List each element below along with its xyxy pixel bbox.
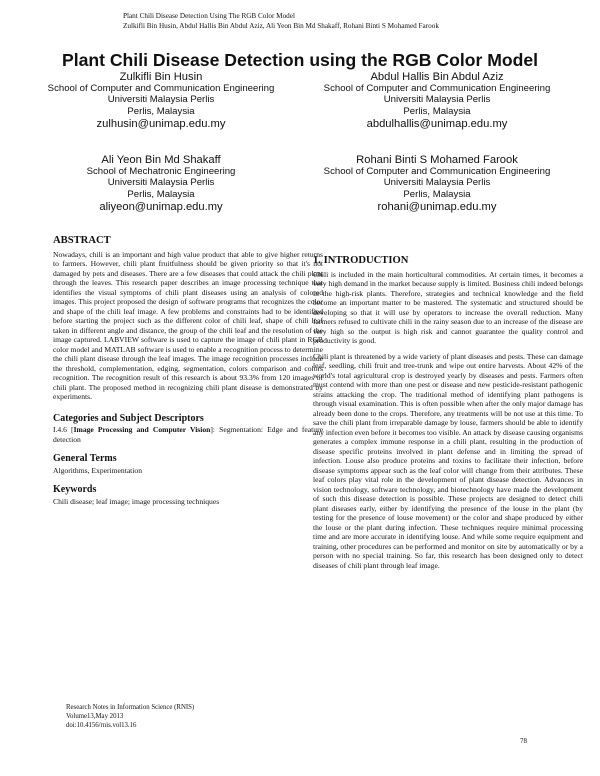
author-block-1 xyxy=(21,72,301,130)
author-name: Rohani Binti S Mohamed Farook xyxy=(356,154,518,166)
author-block-3 xyxy=(21,155,301,213)
author-email[interactable]: rohani@unimap.edu.my xyxy=(377,200,497,213)
author-location: Perlis, Malaysia xyxy=(127,188,195,200)
author-university: Universiti Malaysia Perlis xyxy=(383,177,491,189)
paper-title: Plant Chili Disease Detection using the RGB Color Model xyxy=(61,50,539,70)
left-column xyxy=(53,236,323,512)
author-affiliation: School of Mechatronic Engineering xyxy=(86,166,236,178)
journal-footer xyxy=(66,703,194,730)
categories-text: I.4.6 [Image Processing and Computer Vision]: Segmentation: Edge and feature detection xyxy=(53,425,323,444)
author-university: Universiti Malaysia Perlis xyxy=(383,94,491,106)
general-terms-text: Algorithms, Experimentation xyxy=(53,465,143,475)
author-name: Abdul Hallis Bin Abdul Aziz xyxy=(370,71,504,83)
right-column xyxy=(313,256,583,576)
journal-doi: doi:10.4156/rnis.vol13.16 xyxy=(66,722,137,729)
abstract-text: Nowadays, chili is an important and high value product that able to give higher returns to farmers. However, chili plant fruitfulness should be given priority so that it's not damaged by pets and diseases. There are a few diseases that could attack the chili plant through the leaves. This research paper describes an image processing technique that identifies the visual symptoms of chili plant diseases using an analysis of colored images. This project proposed the design of software programs that recognizes the color and shape of the chili leaf image. A few problems and constraints had to be identified before starting the project such as the different color of chili leaf, shape of chili leaf taken in different angle and distance, the group of the chili leaf and the resolution of the image captured. LABVIEW software is used to capture the image of chili plant in RGB color model and MATLAB software is used to enable a recognition process to determine the chili plant disease through the leaf images. The image recognition processes include the threshold, complementation, edging, segmentation, colors comparison and colors recognition. The recognition result of this research is about 93.3% from 120 images of chili plant. The proposed method in recognizing chili plant disease is demonstrated by experiments. xyxy=(53,249,323,401)
keywords-text: Chili disease; leaf image; image processing techniques xyxy=(53,496,220,506)
keywords-heading: Keywords xyxy=(53,484,97,495)
running-header xyxy=(123,12,439,31)
general-terms-heading: General Terms xyxy=(53,453,117,464)
author-affiliation: School of Computer and Communication Engineering xyxy=(323,166,551,178)
author-university: Universiti Malaysia Perlis xyxy=(107,177,215,189)
author-affiliation: School of Computer and Communication Engineering xyxy=(47,83,275,95)
introduction-paragraph-2: Chili plant is threatened by a wide variety of plant diseases and pests. These can damage leaf, seedling, chili fruit and tree-trunk and wipe out entire harvests. About 42% of the world's total agricultural crop is destroyed yearly by diseases and pests. Farmers often must contend with more than one pest or disease and new pesticide-resistant pathogenic strains attacking the crop. The traditional method of identifying plant pathogens is through visual examination. This is often possible when after the only major damage has already been done to the crops. Therefore, any treatments will be not use at this time. To save the chili plant from irreparable damage by louse, farmers should be able to identify any infection even before it becomes too visible. An attack by disease causing organisms generates a complex immune response in a chili plant, resulting in the production of disease specific proteins involved in plant defense and in limiting the spread of infection. Louse also produce proteins and toxins to facilitate their infection, before disease symptoms appear such as the leaf color will change from their attributes. These leaf colors play vital role in the development of plant disease detection. Advances in vision technology, software technology, and biotechnology have made the development of such this disease detection is possible. These projects are designed to detect chili plant diseases early, either by identifying the presence of the louse in the plant (by testing for the presence of louse movement) or the color and shape produced by either the louse or the plant during infection. These techniques require minimal processing time and are more accurate in identifying louse. And while some require equipment and training, other procedures can be performed and monitor on site by automatically or by a person with no special training. So far, this research has been designed only to detect diseases of chili plant through leaf image. xyxy=(313,351,583,570)
author-location: Perlis, Malaysia xyxy=(403,105,471,117)
journal-volume: Volume13,May 2013 xyxy=(66,713,124,720)
author-email[interactable]: zulhusin@unimap.edu.my xyxy=(96,117,226,130)
introduction-paragraph-1: Chili is included in the main horticultural commodities. At certain times, it becomes a very high demand in the market because supply is limited. Business chili indeed belongs in the high-risk plants. Therefore, strategies and technical knowledge and the field become an important matter to be mastered. The systematic and structured should be developing so that it will use by operators to increase the overall reduction. Many farmers refused to cultivate chili in the rainy season due to an increase of the disease are very high so the output is high risk and cannot guarantee the quality control and productivity is good. xyxy=(313,269,583,345)
running-header-authors: Zulkifli Bin Husin, Abdul Hallis Bin Abdul Aziz, Ali Yeon Bin Md Shakaff, Rohani Binti S Mohamed Farook xyxy=(123,21,439,30)
abstract-heading: ABSTRACT xyxy=(53,235,111,246)
author-location: Perlis, Malaysia xyxy=(127,105,195,117)
author-email[interactable]: abdulhallis@unimap.edu.my xyxy=(366,117,508,130)
author-email[interactable]: aliyeon@unimap.edu.my xyxy=(99,200,223,213)
author-name: Ali Yeon Bin Md Shakaff xyxy=(101,154,221,166)
author-affiliation: School of Computer and Communication Engineering xyxy=(323,83,551,95)
introduction-heading: 1. INTRODUCTION xyxy=(313,255,409,266)
categories-heading: Categories and Subject Descriptors xyxy=(53,412,204,424)
author-location: Perlis, Malaysia xyxy=(403,188,471,200)
running-header-title: Plant Chili Disease Detection Using The RGB Color Model xyxy=(123,12,295,20)
author-block-4 xyxy=(297,155,577,213)
page-number: 78 xyxy=(520,737,527,745)
categories-bold: Image Processing and Computer Vision xyxy=(73,425,211,434)
author-block-2 xyxy=(297,72,577,130)
author-university: Universiti Malaysia Perlis xyxy=(107,94,215,106)
author-name: Zulkifli Bin Husin xyxy=(119,71,203,83)
journal-name: Research Notes in Information Science (RNIS) xyxy=(66,704,195,711)
